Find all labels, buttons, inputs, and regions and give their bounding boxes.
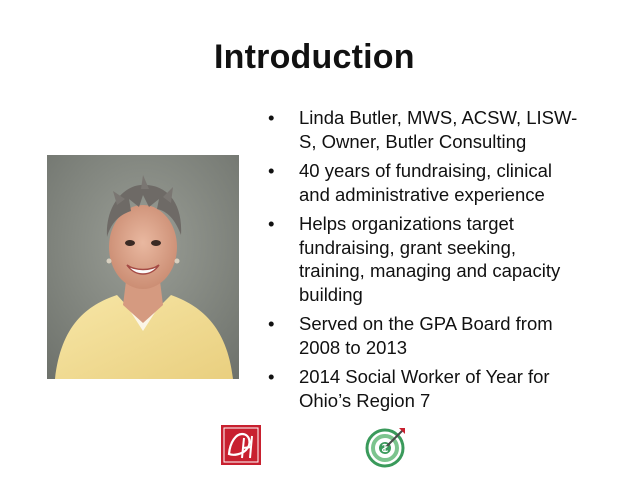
- bullet-glyph: •: [268, 213, 275, 234]
- bullet-item: [268, 159, 578, 206]
- bullet-glyph: •: [268, 313, 275, 334]
- monogram-logo: [220, 424, 262, 466]
- bullet-text: Linda Butler, MWS, ACSW, LISW-S, Owner, Butler Consulting: [299, 107, 578, 152]
- bullet-item: [268, 312, 578, 359]
- bullet-list: [268, 106, 578, 418]
- target-dollar-logo: [365, 424, 409, 468]
- slide-title: Introduction: [214, 38, 415, 76]
- bullet-glyph: •: [268, 160, 275, 181]
- bullet-item: [268, 212, 578, 306]
- bullet-glyph: •: [268, 107, 275, 128]
- bullet-text: 40 years of fundraising, clinical and administrative experience: [299, 160, 552, 205]
- bullet-text: Helps organizations target fundraising, grant seeking, training, managing and capacity building: [299, 213, 561, 305]
- bullet-text: 2014 Social Worker of Year for Ohio’s Region 7: [299, 366, 550, 411]
- bullet-item: [268, 106, 578, 153]
- bullet-item: [268, 365, 578, 412]
- bullet-glyph: •: [268, 366, 275, 387]
- bullet-text: Served on the GPA Board from 2008 to 2013: [299, 313, 553, 358]
- portrait-photo: [47, 155, 239, 379]
